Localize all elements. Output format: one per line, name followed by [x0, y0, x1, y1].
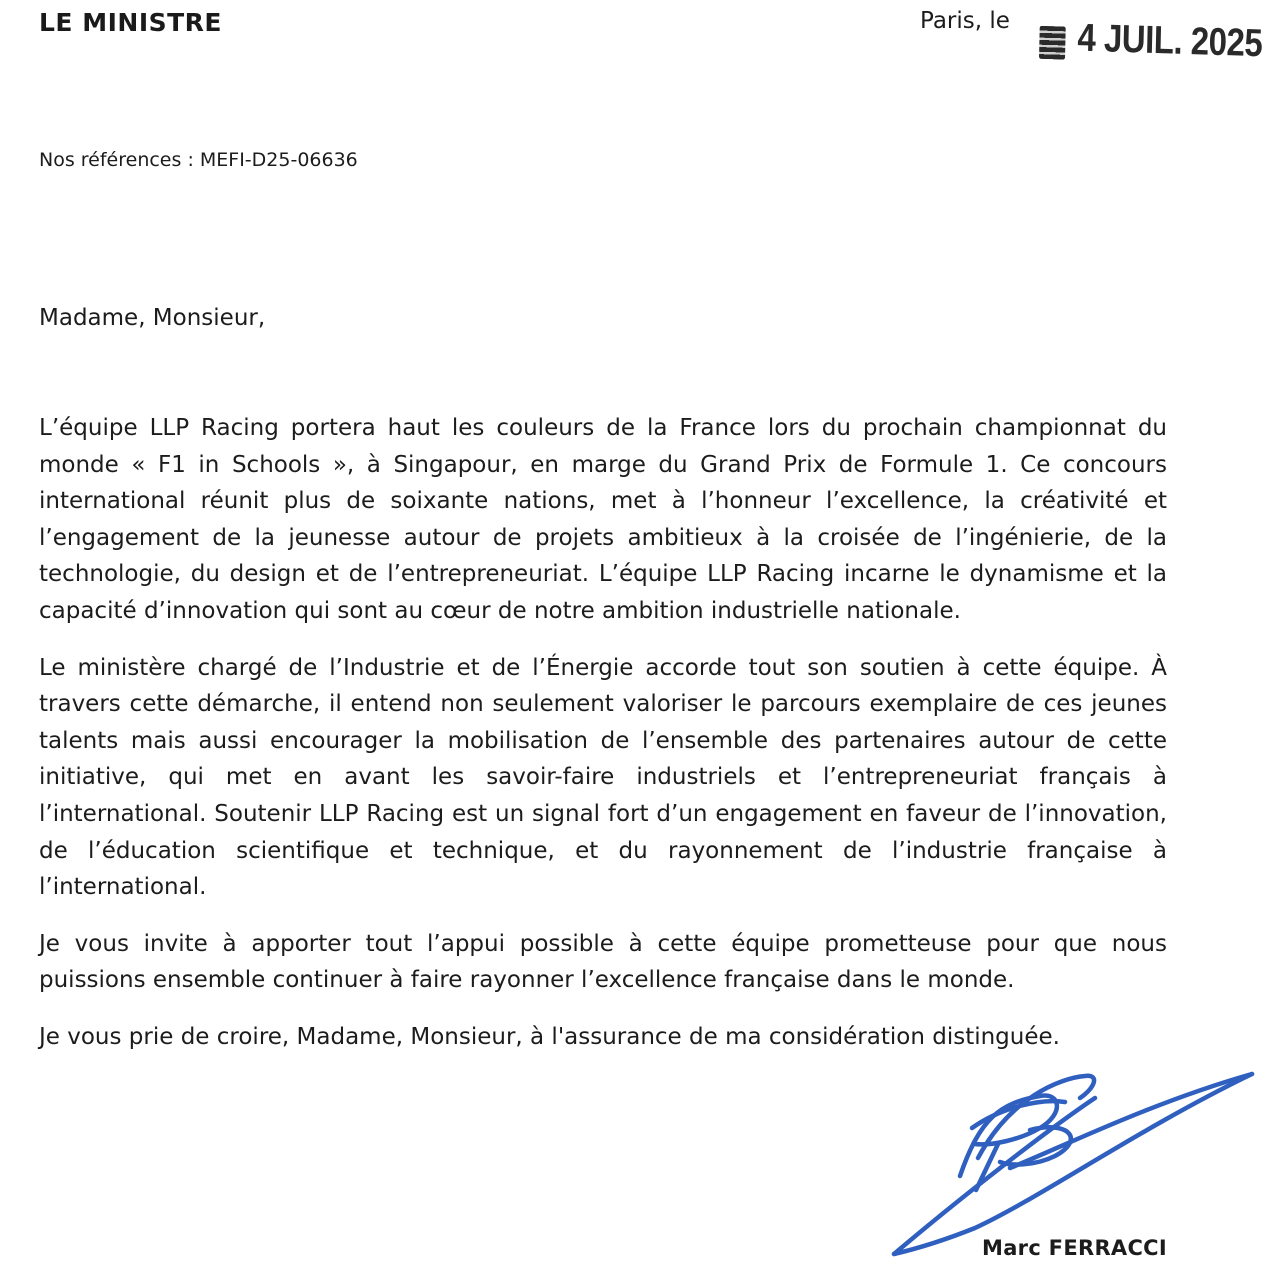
signatory-name: Marc FERRACCI — [982, 1236, 1168, 1260]
body-paragraph: Le ministère chargé de l’Industrie et de l’Énergie accorde tout son soutien à cette équipe. À travers cette démarche, il entend non seulement valoriser le parcours exemplaire de ces jeunes talents mais aussi encourager la mobilisation de l’ensemble des partenaires autour de cette initiative, qui met en avant les savoir-faire industriels et l’entrepreneuriat français à l’international. Soutenir LLP Racing est un signal fort d’un engagement en faveur de l’innovation, de l’éducation scientifique et technique, et du rayonnement de l’industrie française à l’international. — [39, 654, 1167, 901]
letter-body — [39, 410, 1167, 1076]
salutation: Madame, Monsieur, — [39, 305, 266, 331]
reference-line: Nos références : MEFI-D25-06636 — [39, 149, 358, 171]
sender-title: LE MINISTRE — [39, 8, 223, 37]
stamp-date: 4 JUIL. 2025 — [1077, 15, 1263, 65]
body-paragraph: Je vous invite à apporter tout l’appui possible à cette équipe prometteuse pour que nous puissions ensemble continuer à faire rayonner l’excellence française dans le monde. — [39, 930, 1167, 994]
stamp-mark-icon — [1039, 26, 1066, 60]
place-date-label: Paris, le — [920, 8, 1010, 34]
closing-formula: Je vous prie de croire, Madame, Monsieur, à l'assurance de ma considération distinguée. — [39, 1023, 1060, 1050]
body-paragraph: L’équipe LLP Racing portera haut les couleurs de la France lors du prochain championnat du monde « F1 in Schools », à Singapour, en marge du Grand Prix de Formule 1. Ce concours international réunit plus de soixante nations, met à l’honneur l’excellence, la créativité et l’engagement de la jeunesse autour de projets ambitieux à la croisée de l’ingénierie, de la technologie, du design et de l’entrepreneuriat. L’équipe LLP Racing incarne le dynamisme et la capacité d’innovation qui sont au cœur de notre ambition industrielle nationale. — [39, 415, 1167, 624]
date-stamp — [1039, 14, 1263, 66]
